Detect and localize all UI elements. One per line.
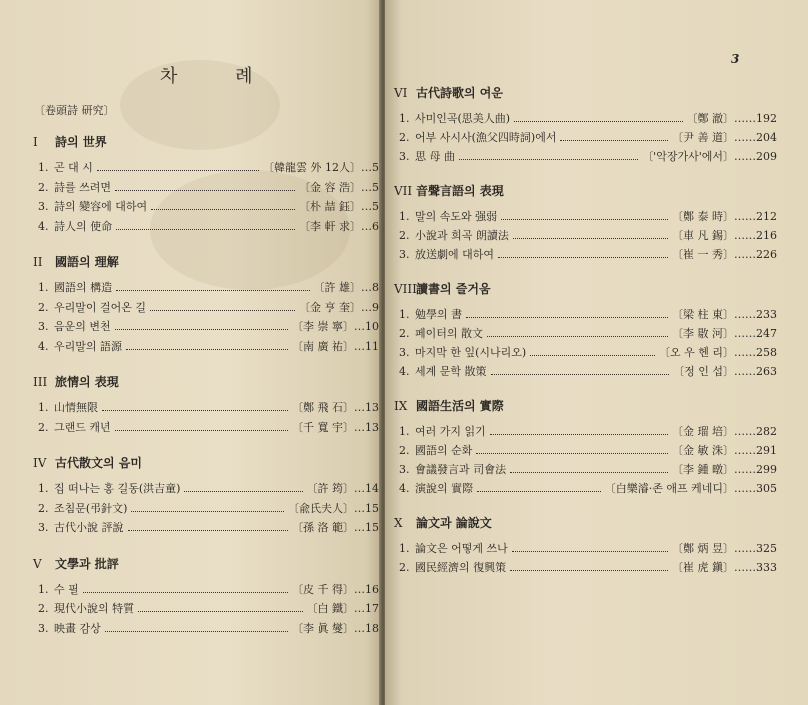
entry-page: ……247: [734, 327, 777, 340]
entry-number: 3.: [399, 248, 410, 261]
entry-page: ……216: [734, 229, 777, 242]
page-number: 3: [731, 52, 740, 66]
entry-page: …5: [361, 161, 379, 174]
entry-page: ……209: [734, 150, 777, 163]
dot-leader: [510, 570, 668, 571]
entry-number: 1.: [38, 582, 49, 596]
entry-number: 2.: [38, 180, 49, 194]
entry-page: ……325: [734, 542, 777, 555]
section-number: III: [33, 375, 48, 389]
section-number: VIII: [394, 282, 417, 296]
toc-entry[interactable]: [38, 480, 379, 496]
entry-author: 〔許 筠〕: [306, 482, 354, 495]
dot-leader: [487, 336, 668, 337]
entry-page: ……333: [734, 561, 777, 574]
entry-page: ……233: [734, 308, 777, 321]
section-number: VII: [394, 184, 413, 198]
entry-author: 〔金 瑠 培〕: [672, 425, 734, 438]
section-heading: [394, 280, 491, 297]
entry-number: 2.: [38, 300, 49, 314]
entry-number: 2.: [399, 131, 410, 144]
dot-leader: [131, 511, 284, 512]
dot-leader: [530, 355, 655, 356]
dot-leader: [512, 551, 668, 552]
toc-entry[interactable]: [399, 208, 777, 224]
right-page: [385, 0, 808, 705]
entry-number: 3.: [38, 521, 49, 534]
entry-page: ……291: [734, 444, 777, 457]
entry-title: 우리말의 語源: [54, 339, 123, 353]
entry-author: 〔尹 善 道〕: [672, 131, 734, 144]
entry-title: 곤 대 시: [54, 161, 93, 174]
entry-number: 3.: [38, 320, 49, 333]
entry-title: 小說과 희곡 朗讀法: [415, 229, 509, 242]
toc-entry[interactable]: [38, 299, 379, 315]
entry-number: 1.: [399, 425, 410, 438]
dot-leader: [102, 410, 288, 411]
entry-page: …14: [354, 482, 379, 495]
entry-page: …5: [361, 200, 379, 213]
entry-page: …15: [354, 521, 379, 534]
section-title: 文學과 批評: [55, 556, 119, 571]
entry-author: 〔許 雄〕: [313, 281, 361, 294]
dot-leader: [510, 472, 668, 473]
entry-title: 수 필: [54, 582, 79, 596]
toc-entry[interactable]: [38, 179, 379, 195]
toc-entry[interactable]: [399, 363, 777, 379]
entry-number: 1.: [38, 281, 49, 294]
section-title: 旅情의 表現: [55, 375, 119, 389]
entry-page: …18: [354, 621, 379, 635]
section-title: 詩의 世界: [55, 135, 107, 149]
section-heading: [394, 182, 504, 199]
entry-title: 論文은 어떻게 쓰나: [415, 542, 508, 555]
entry-author: 〔兪氏夫人〕: [288, 501, 354, 515]
entry-title: 國民經濟의 復興策: [415, 561, 507, 574]
toc-entry[interactable]: [399, 110, 777, 126]
entry-author: 〔金 敏 洙〕: [672, 444, 734, 457]
section-number: IX: [394, 399, 408, 413]
entry-author: 〔金 容 浩〕: [299, 180, 361, 194]
page-title: 차 례: [160, 66, 279, 87]
entry-title: 사미인곡(思美人曲): [415, 112, 511, 125]
dot-leader: [466, 317, 668, 318]
toc-entry[interactable]: [38, 198, 379, 214]
entry-title: 어부 사시사(漁父四時詞)에서: [415, 131, 557, 144]
entry-author: 〔金 亨 奎〕: [299, 300, 361, 314]
entry-page: …8: [361, 281, 379, 294]
entry-number: 4.: [38, 219, 49, 233]
entry-page: ……258: [734, 346, 777, 359]
section-heading: [394, 84, 503, 101]
entry-title: 映畫 감상: [54, 621, 101, 635]
entry-author: 〔千 寬 宇〕: [292, 420, 354, 434]
section-heading: [33, 373, 119, 390]
dot-leader: [459, 159, 638, 160]
entry-number: 3.: [38, 200, 49, 213]
entry-number: 4.: [38, 339, 49, 353]
entry-author: 〔白 鐵〕: [306, 602, 354, 615]
entry-author: 〔梁 柱 東〕: [672, 308, 734, 321]
dot-leader: [491, 374, 670, 375]
entry-page: ……299: [734, 463, 777, 476]
toc-entry[interactable]: [38, 218, 379, 234]
section-heading: [33, 133, 107, 150]
entry-title: 國語의 構造: [54, 281, 113, 294]
entry-author: 〔白樂濬·존 애프 케네디〕: [604, 482, 734, 495]
entry-number: 1.: [399, 112, 410, 125]
section-number: X: [394, 516, 403, 530]
entry-author: 〔南 廣 祐〕: [292, 339, 354, 353]
dot-leader: [151, 209, 295, 210]
entry-page: ……192: [734, 112, 777, 125]
entry-author: 〔車 凡 錫〕: [672, 229, 734, 242]
entry-author: 〔朴 喆 鈺〕: [299, 200, 361, 213]
entry-page: ……226: [734, 248, 777, 261]
entry-number: 3.: [38, 621, 49, 635]
entry-title: 그랜드 캐년: [54, 420, 111, 434]
dot-leader: [83, 592, 288, 593]
section-heading: [33, 454, 142, 471]
dot-leader: [116, 229, 295, 230]
dot-leader: [560, 140, 668, 141]
toc-entry[interactable]: [38, 519, 379, 535]
toc-entry[interactable]: [38, 159, 379, 175]
entry-author: 〔韓龍雲 外 12人〕: [263, 161, 361, 174]
section-title: 讀書의 즐거움: [416, 282, 491, 296]
dot-leader: [150, 310, 295, 311]
entry-author: 〔李 敭 河〕: [672, 327, 734, 340]
entry-page: …9: [361, 300, 379, 314]
toc-entry[interactable]: [38, 338, 379, 354]
dot-leader: [116, 290, 309, 291]
entry-page: ……212: [734, 210, 777, 223]
entry-page: …11: [354, 339, 379, 353]
entry-page: …6: [361, 219, 379, 233]
entry-title: 음운의 변천: [54, 320, 111, 333]
section-title: 國語의 理解: [55, 255, 119, 269]
entry-title: 國語의 순화: [415, 444, 473, 457]
dot-leader: [138, 611, 302, 612]
entry-page: ……204: [734, 131, 777, 144]
entry-page: …13: [354, 420, 379, 434]
section-number: V: [33, 556, 42, 571]
entry-title: 現代小說의 特質: [54, 602, 135, 615]
toc-entry[interactable]: [399, 325, 777, 341]
entry-author: 〔皮 千 得〕: [292, 582, 354, 596]
entry-page: …17: [354, 602, 379, 615]
section-heading: [394, 514, 492, 531]
section-title: 論文과 論說文: [416, 516, 492, 530]
entry-author: 〔鄭 炳 昱〕: [672, 542, 734, 555]
entry-author: 〔李 軒 求〕: [299, 219, 361, 233]
entry-title: 집 떠나는 홍 길동(洪吉童): [54, 482, 181, 495]
section-title: 國語生活의 實際: [416, 399, 504, 413]
entry-page: …16: [354, 582, 379, 596]
entry-number: 1.: [38, 401, 49, 414]
section-number: VI: [394, 86, 408, 100]
dot-leader: [115, 190, 295, 191]
entry-number: 3.: [399, 346, 410, 359]
entry-title: 山情無限: [54, 401, 98, 414]
entry-page: …10: [354, 320, 379, 333]
dot-leader: [477, 491, 601, 492]
toc-entry[interactable]: [399, 227, 777, 243]
entry-number: 1.: [399, 308, 410, 321]
section-heading: [33, 253, 119, 270]
entry-page: ……305: [734, 482, 777, 495]
section-title: 古代散文의 음미: [55, 456, 142, 470]
entry-title: 勉學의 書: [415, 308, 463, 321]
dot-leader: [115, 430, 288, 431]
entry-author: 〔鄭 飛 石〕: [292, 401, 354, 414]
entry-page: ……282: [734, 425, 777, 438]
entry-number: 1.: [399, 210, 410, 223]
entry-page: ……263: [734, 365, 777, 378]
toc-entry[interactable]: [399, 540, 777, 556]
entry-title: 古代小說 評說: [54, 521, 124, 534]
entry-number: 1.: [38, 482, 49, 495]
toc-entry[interactable]: [38, 620, 379, 636]
toc-entry[interactable]: [399, 480, 777, 496]
toc-entry[interactable]: [399, 423, 777, 439]
toc-entry[interactable]: [399, 246, 777, 262]
dot-leader: [184, 491, 302, 492]
entry-author: 〔李 崇 寧〕: [292, 320, 354, 333]
entry-number: 4.: [399, 482, 410, 495]
section-number: IV: [33, 456, 47, 470]
entry-author: 〔李 眞 燮〕: [292, 621, 354, 635]
toc-entry[interactable]: [399, 442, 777, 458]
entry-number: 1.: [399, 542, 410, 555]
entry-page: …5: [361, 180, 379, 194]
entry-number: 3.: [399, 463, 410, 476]
entry-title: 우리말이 걸어온 길: [54, 300, 147, 314]
entry-number: 2.: [399, 561, 410, 574]
entry-title: 페이터의 散文: [415, 327, 484, 340]
entry-page: …13: [354, 401, 379, 414]
entry-author: 〔孫 洛 範〕: [292, 521, 354, 534]
dot-leader: [498, 257, 668, 258]
dot-leader: [514, 121, 682, 122]
section-number: I: [33, 135, 38, 149]
entry-number: 2.: [38, 602, 49, 615]
dot-leader: [476, 453, 668, 454]
special-heading: 〔卷頭詩 研究〕: [34, 104, 115, 117]
entry-author: 〔鄭 泰 時〕: [672, 210, 734, 223]
entry-title: 會議發言과 司會法: [415, 463, 507, 476]
toc-entry[interactable]: [38, 581, 379, 597]
dot-leader: [501, 219, 668, 220]
section-heading: [33, 555, 119, 572]
entry-number: 2.: [399, 444, 410, 457]
entry-number: 4.: [399, 365, 410, 378]
toc-entry[interactable]: [399, 129, 777, 145]
dot-leader: [490, 434, 668, 435]
entry-title: 조침문(弔針文): [54, 501, 128, 515]
dot-leader: [126, 349, 288, 350]
entry-number: 1.: [38, 161, 49, 174]
toc-entry[interactable]: [38, 399, 379, 415]
entry-title: 詩를 쓰려면: [54, 180, 112, 194]
dot-leader: [105, 631, 288, 632]
dot-leader: [115, 329, 288, 330]
entry-title: 演說의 實際: [415, 482, 474, 495]
toc-entry[interactable]: [399, 461, 777, 477]
entry-number: 2.: [38, 420, 49, 434]
dot-leader: [513, 238, 668, 239]
entry-number: 3.: [399, 150, 410, 163]
section-heading: [394, 397, 504, 414]
toc-entry[interactable]: [38, 419, 379, 435]
toc-entry[interactable]: [38, 318, 379, 334]
entry-title: 詩의 變容에 대하여: [54, 200, 148, 213]
entry-title: 말의 속도와 强弱: [415, 210, 498, 223]
entry-title: 여러 가지 읽기: [415, 425, 486, 438]
entry-page: …15: [354, 501, 379, 515]
toc-entry[interactable]: [399, 306, 777, 322]
entry-number: 2.: [38, 501, 49, 515]
dot-leader: [97, 170, 259, 171]
entry-author: 〔崔 虎 鎭〕: [672, 561, 734, 574]
entry-author: 〔鄭 澈〕: [686, 112, 734, 125]
entry-title: 세계 문학 散策: [415, 365, 487, 378]
toc-entry[interactable]: [399, 559, 777, 575]
entry-author: 〔李 鍾 暾〕: [672, 463, 734, 476]
entry-author: 〔오 우 헨 리〕: [659, 346, 734, 359]
toc-entry[interactable]: [38, 279, 379, 295]
toc-entry[interactable]: [399, 344, 777, 360]
entry-author: 〔崔 一 秀〕: [672, 248, 734, 261]
section-number: II: [33, 255, 43, 269]
left-page: [0, 0, 381, 705]
section-title: 古代詩歌의 여운: [416, 86, 503, 100]
entry-title: 마지막 한 잎(시나리오): [415, 346, 527, 359]
entry-author: 〔정 인 섭〕: [673, 365, 734, 378]
section-title: 音聲言語의 表現: [416, 184, 504, 198]
toc-entry[interactable]: [38, 500, 379, 516]
entry-title: 思 母 曲: [415, 150, 455, 163]
toc-entry[interactable]: [399, 148, 777, 164]
entry-number: 2.: [399, 327, 410, 340]
entry-number: 2.: [399, 229, 410, 242]
entry-author: 〔'악장가사'에서〕: [642, 150, 734, 163]
toc-entry[interactable]: [38, 600, 379, 616]
entry-title: 詩人의 使命: [54, 219, 113, 233]
entry-title: 放送劇에 대하여: [415, 248, 495, 261]
dot-leader: [128, 530, 289, 531]
